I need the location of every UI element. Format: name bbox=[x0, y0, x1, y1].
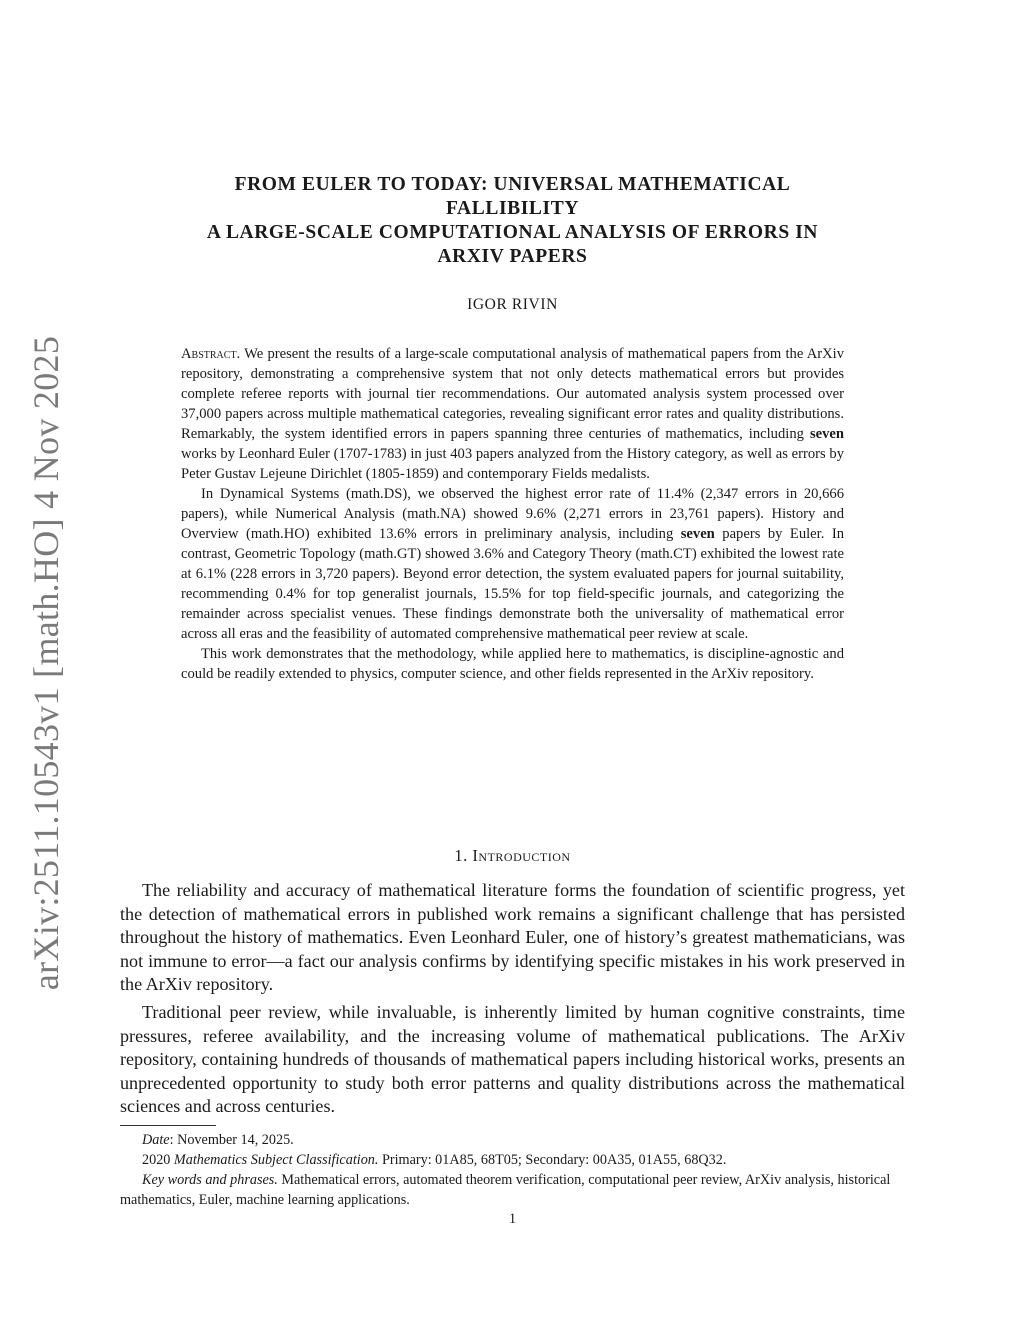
abstract bbox=[181, 344, 844, 684]
abstract-emphasis: seven bbox=[680, 526, 715, 542]
title-line: FALLIBILITY bbox=[445, 198, 580, 219]
introduction-body bbox=[120, 879, 905, 1119]
section-number: 1. bbox=[454, 846, 468, 865]
footnote-label: Date bbox=[142, 1132, 170, 1148]
body-paragraph: The reliability and accuracy of mathematical literature forms the foundation of scientific progress, yet the detection of mathematical errors in published work remains a significant challenge that has persisted throughout the history of mathematics. Even Leonhard Euler, one of history’s greatest mathematicians, was not immune to error—a fact our analysis confirms by identifying specific mistakes in his work preserved in the ArXiv repository. bbox=[120, 880, 905, 995]
footnote-keywords bbox=[120, 1170, 905, 1210]
abstract-text: works by Leonhard Euler (1707-1783) in just 403 papers analyzed from the History category, as well as errors by Peter Gustav Lejeune Dirichlet (1805-1859) and contemporary Fields medalists. bbox=[181, 446, 844, 482]
abstract-label: Abstract. bbox=[181, 346, 241, 362]
footnote-year: 2020 bbox=[142, 1152, 171, 1168]
footnote-value: : November 14, 2025. bbox=[169, 1132, 294, 1148]
section-heading bbox=[120, 846, 905, 866]
title-line: ARXIV PAPERS bbox=[437, 246, 588, 267]
footnote-value: Primary: 01A85, 68T05; Secondary: 00A35, 01A55, 68Q32. bbox=[381, 1152, 727, 1168]
abstract-text: We present the results of a large-scale computational analysis of mathematical papers from the ArXiv repository, demonstrating a comprehensive system that not only detects mathematical errors but provides complete referee reports with journal tier recommendations. Our automated analysis system processed over 37,000 papers across multiple mathematical categories, revealing significant error rates and quality distributions. Remarkably, the system identified errors in papers spanning three centuries of mathematics, including bbox=[181, 346, 844, 442]
title-line: FROM EULER TO TODAY: UNIVERSAL MATHEMATICAL bbox=[234, 174, 791, 195]
footnote-msc bbox=[120, 1150, 905, 1170]
footnote-label: Key words and phrases. bbox=[142, 1172, 278, 1188]
abstract-text: papers by Euler. In contrast, Geometric Topology (math.GT) showed 3.6% and Category Theory (math.CT) exhibited the lowest rate at 6.1% (228 errors in 3,720 papers). Beyond error detection, the system evaluated papers for journal suitability, recommending 0.4% for top generalist journals, 15.5% for top field-specific journals, and categorizing the remainder across specialist venues. These findings demonstrate both the universality of mathematical error across all eras and the feasibility of automated comprehensive mathematical peer review at scale. bbox=[181, 526, 844, 642]
footnote-label: Mathematics Subject Classification. bbox=[173, 1152, 379, 1168]
title-line: A LARGE-SCALE COMPUTATIONAL ANALYSIS OF ERRORS IN bbox=[206, 222, 819, 243]
footnote-value: Mathematical errors, automated theorem verification, computational peer review, ArXiv analysis, historical mathematics, Euler, machine learning applications. bbox=[120, 1172, 891, 1208]
abstract-paragraph: This work demonstrates that the methodology, while applied here to mathematics, is discipline-agnostic and could be readily extended to physics, computer science, and other fields represented in the ArXiv repository. bbox=[181, 646, 844, 682]
footnotes bbox=[120, 1130, 905, 1210]
footnote-rule bbox=[120, 1125, 216, 1126]
abstract-paragraph bbox=[181, 484, 844, 644]
arxiv-identifier: arXiv:2511.10543v1 [math.HO] 4 Nov 2025 bbox=[26, 335, 67, 990]
section-title: Introduction bbox=[472, 846, 571, 865]
arxiv-side-stamp bbox=[18, 335, 74, 990]
paper-title bbox=[120, 173, 905, 269]
footnote-date bbox=[120, 1130, 905, 1150]
page-number: 1 bbox=[508, 1211, 517, 1227]
abstract-text: In Dynamical Systems (math.DS), we observed the highest error rate of 11.4% (2,347 errors in 20,666 papers), while Numerical Analysis (math.NA) showed 9.6% (2,271 errors in 23,761 papers). History and Overview (math.HO) exhibited 13.6% errors in preliminary analysis, including bbox=[181, 486, 844, 542]
abstract-paragraph bbox=[181, 344, 844, 484]
abstract-emphasis: seven bbox=[809, 426, 844, 442]
author-name: IGOR RIVIN bbox=[467, 296, 558, 313]
body-paragraph: Traditional peer review, while invaluable, is inherently limited by human cognitive constraints, time pressures, referee availability, and the increasing volume of mathematical publications. The ArXiv repository, containing hundreds of thousands of mathematical papers including historical works, presents an unprecedented opportunity to study both error patterns and quality distributions across the mathematical sciences and across centuries. bbox=[120, 1001, 905, 1117]
